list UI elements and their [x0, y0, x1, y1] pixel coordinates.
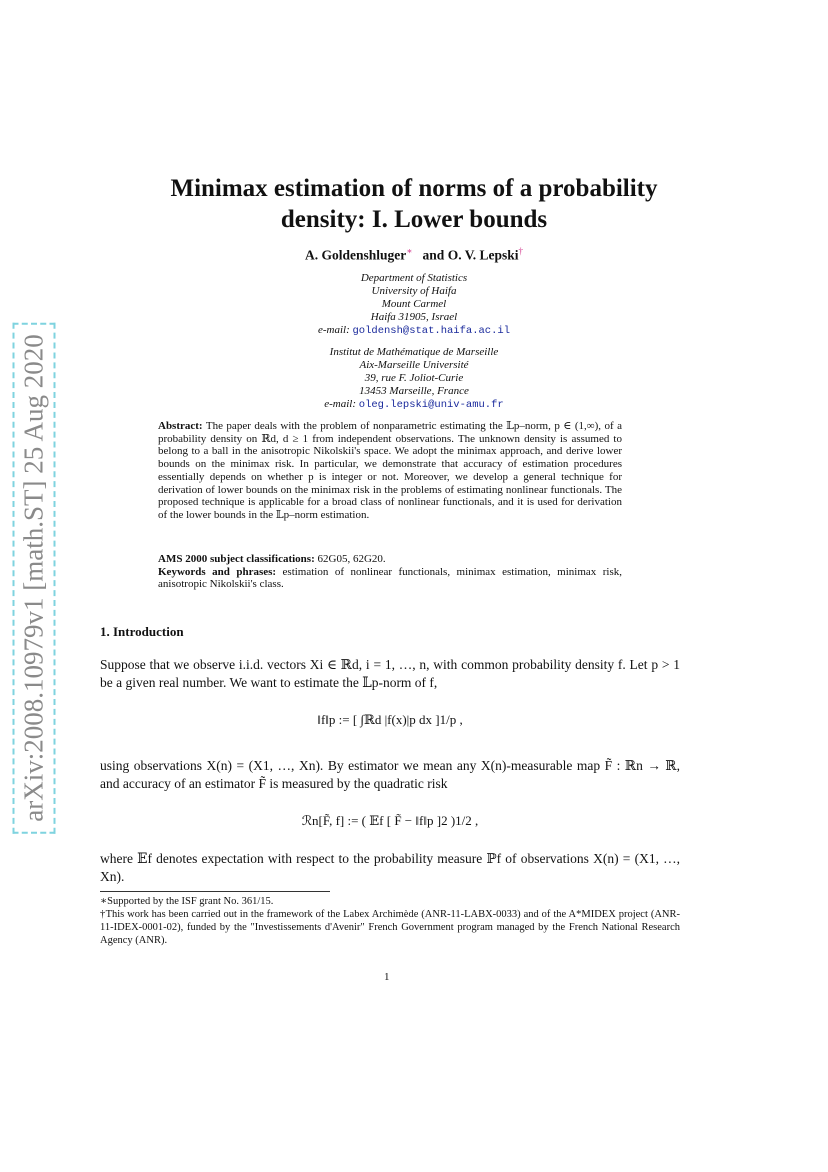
affiliation-2-line: 13453 Marseille, France: [359, 385, 469, 397]
author-2: O. V. Lepski: [447, 247, 519, 263]
affiliation-1-email-row: [80, 324, 748, 338]
affiliation-2: [80, 346, 748, 412]
affiliation-1-line: Haifa 31905, Israel: [370, 311, 458, 323]
affiliation-1-line: Department of Statistics: [360, 272, 468, 284]
affiliation-2-line: 39, rue F. Joliot-Curie: [364, 372, 464, 384]
footnote-rule: [100, 891, 330, 892]
keywords-text: estimation of nonlinear functionals, minimax estimation, minimax risk, anisotropic Nikolskii's class.: [158, 565, 622, 591]
paragraph-1: Suppose that we observe i.i.d. vectors Xi ∈ ℝd, i = 1, …, n, with common probability density f. Let p > 1 be a given real number. We want to estimate the 𝕃p-norm of f,: [100, 657, 680, 690]
ams-classification: [158, 553, 622, 566]
paragraph-3: where 𝔼f denotes expectation with respect to the probability measure ℙf of observations X(n) = (X1, …, Xn).: [100, 851, 680, 884]
author-line: [80, 246, 748, 264]
section-heading: 1. Introduction: [100, 624, 184, 639]
author-separator: and: [422, 247, 445, 263]
email-link-2[interactable]: oleg.lepski@univ-amu.fr: [358, 399, 504, 411]
abstract-label: Abstract:: [158, 420, 203, 432]
paragraph-2: using observations X(n) = (X1, …, Xn). By estimator we mean any X(n)-measurable map F̃ : ℝn → ℝ, and accuracy of an estimator F̃ is measured by the quadratic risk: [100, 758, 680, 791]
affiliation-2-line: Institut de Mathématique de Marseille: [329, 346, 499, 358]
ams-codes: 62G05, 62G20.: [317, 553, 386, 565]
abstract: [158, 420, 622, 522]
equation-norm: ‖f‖p := [ ∫ℝd |f(x)|p dx ]1/p ,: [317, 712, 463, 727]
title-line-1: Minimax estimation of norms of a probability: [170, 175, 658, 202]
footnote-1: ∗Supported by the ISF grant No. 361/15.: [100, 896, 274, 907]
author-2-footnote-mark: †: [518, 246, 523, 256]
email-link-1[interactable]: goldensh@stat.haifa.ac.il: [352, 325, 511, 337]
affiliation-1: [80, 272, 748, 338]
abstract-text: The paper deals with the problem of nonparametric estimating the 𝕃p–norm, p ∈ (1,∞), of a probability density on ℝd, d ≥ 1 from independent observations. The unknown density is assumed to belong to a ball in the anisotropic Nikolskii's space. We adopt the minimax approach, and derive lower bounds on the minimax risk. In particular, we demonstrate that accuracy of estimation procedures essentially depends on whether p is integer or not. Moreover, we develop a general technique for derivation of lower bounds on the minimax risk in the problems of estimating nonlinear functionals. The proposed technique is applicable for a broad class of nonlinear functionals, and it is used for derivation of the lower bounds in the 𝕃p–norm estimation.: [158, 420, 622, 521]
page-number: 1: [384, 971, 390, 983]
affiliation-1-line: University of Haifa: [371, 285, 457, 297]
paper-title: [80, 173, 748, 235]
classification-block: [158, 553, 622, 591]
author-1: A. Goldenshluger: [305, 247, 407, 263]
affiliation-2-email-row: [80, 398, 748, 412]
affiliation-1-line: Mount Carmel: [381, 298, 447, 310]
affiliation-2-line: Aix-Marseille Université: [359, 359, 469, 371]
arxiv-identifier-stamp: [8, 318, 60, 838]
ams-label: AMS 2000 subject classifications:: [158, 553, 315, 565]
title-line-2: density: I. Lower bounds: [280, 206, 548, 233]
keywords-label: Keywords and phrases:: [158, 565, 277, 578]
arxiv-identifier-text: arXiv:2008.10979v1 [math.ST] 25 Aug 2020: [13, 322, 56, 833]
email-label: e-mail:: [317, 324, 350, 336]
author-1-footnote-mark: ∗: [406, 246, 413, 256]
footnote-2: †This work has been carried out in the framework of the Labex Archimède (ANR-11-LABX-0033) and of the A*MIDEX project (ANR-11-IDEX-0001-02), funded by the "Investissements d'Avenir" French Government program managed by the French National Research Agency (ANR).: [100, 909, 680, 946]
email-label: e-mail:: [324, 398, 357, 410]
equation-risk: ℛn[F̃, f] := ( 𝔼f [ F̃ − ‖f‖p ]2 )1/2 ,: [301, 813, 479, 828]
keywords: [158, 566, 622, 591]
